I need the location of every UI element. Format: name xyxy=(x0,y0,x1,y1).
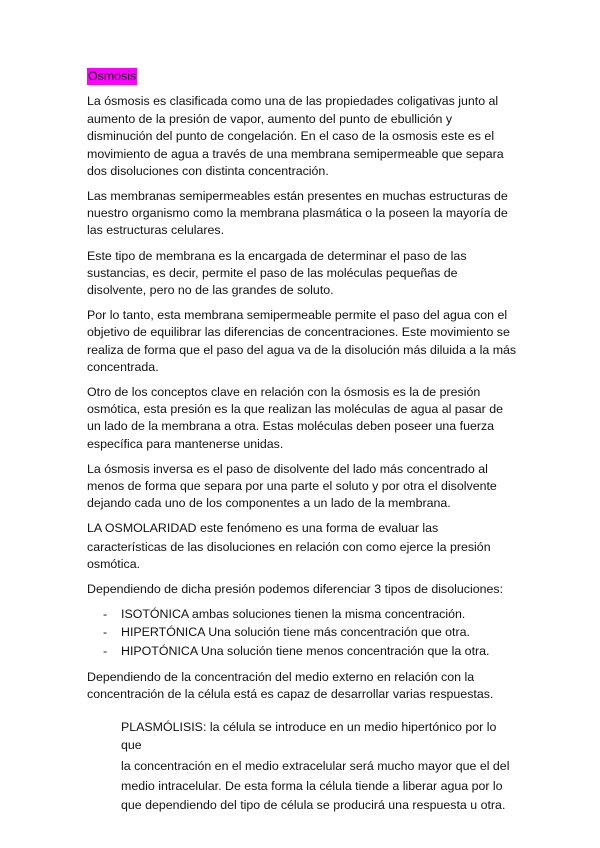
plasmolisis-first-line: PLASMÓLISIS: la célula se introduce en un medio hipertónico por lo que xyxy=(121,720,497,752)
list-item: - HIPOTÓNICA Una solución tiene menos concentración que la otra. xyxy=(87,643,519,661)
list-item: - HIPERTÓNICA Una solución tiene más concentración que otra. xyxy=(87,624,519,642)
plasmolisis-item xyxy=(87,719,519,816)
paragraph-membranes: Las membranas semipermeables están presentes en muchas estructuras de nuestro organismo como la membrana plasmática o la poseen la mayoría de las estructuras celulares. xyxy=(87,189,508,238)
responses-intro: Dependiendo de la concentración del medio externo en relación con la concentración de la célula está es capaz de desarrollar varias respuestas. xyxy=(87,669,494,702)
paragraph-osmolaridad xyxy=(87,520,519,573)
paragraph-reverse-osmosis: La ósmosis inversa es el paso de disolvente del lado más concentrado al menos de forma que separa por una parte el soluto y por otra el disolvente dejando cada uno de los componentes a un lado de la membrana. xyxy=(87,461,497,511)
paragraph-osmotic-pressure: Otro de los conceptos clave en relación con la ósmosis es la de presión osmótica, esta presión es la que realizan las moléculas de agua al pasar de un lado de la membrana a otra. Estas moléculas deben poseer una fuerza específica para mantenerse unidas. xyxy=(87,385,504,451)
page-title: Osmosis xyxy=(88,69,137,83)
osmolaridad-text: este fenómeno es una forma de evaluar las características de las disoluciones en relación con como ejerce la presión osmótica. xyxy=(87,521,491,571)
document-body xyxy=(87,68,519,816)
paragraph-intro: La ósmosis es clasificada como una de las propiedades coligativas junto al aumento de la presión de vapor, aumento del punto de ebullición y disminución del punto de congelación. En el caso de la osmosis este es el movimiento de agua a través de una membrana semipermeable que separa dos disoluciones con distinta concentración. xyxy=(87,94,504,178)
paragraph-membrane-type: Este tipo de membrana es la encargada de determinar el paso de las sustancias, es decir, permite el paso de las moléculas pequeñas de disolvente, pero no de las grandes de soluto. xyxy=(87,248,467,298)
types-intro: Dependiendo de dicha presión podemos diferenciar 3 tipos de disoluciones: xyxy=(87,582,504,597)
dash-bullet: - xyxy=(103,625,108,640)
list-item: - ISOTÓNICA ambas soluciones tienen la misma concentración. xyxy=(87,606,519,624)
osmolaridad-term: LA OSMOLARIDAD xyxy=(87,521,197,536)
dash-bullet: - xyxy=(103,607,108,622)
dash-bullet: - xyxy=(103,643,108,658)
plasmolisis-text: la concentración en el medio extracelular será mucho mayor que el del medio intracelular. De esta forma la célula tiende a liberar agua por lo que dependiendo del tipo de célula se producirá una respuesta u otra. xyxy=(121,758,510,813)
paragraph-water-passage: Por lo tanto, esta membrana semipermeable permite el paso del agua con el objetivo de equilibrar las diferencias de concentraciones. Este movimiento se realiza de forma que el paso del agua va de la disolución más diluida a la más concentrada. xyxy=(87,308,517,374)
solution-types-list xyxy=(87,606,519,661)
